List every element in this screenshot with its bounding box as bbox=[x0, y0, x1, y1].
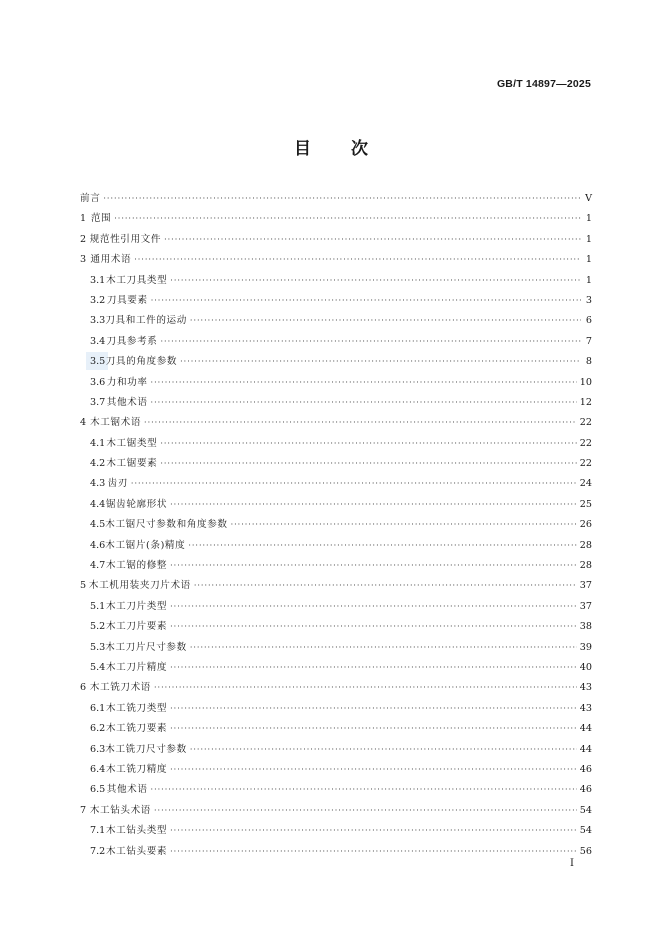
toc-entry-page: 43 bbox=[579, 682, 592, 694]
toc-entry[interactable] bbox=[80, 495, 592, 515]
toc-entry-page: 43 bbox=[579, 702, 592, 714]
toc-entry[interactable] bbox=[80, 617, 592, 637]
toc-entry-number: 3.3 bbox=[90, 315, 106, 327]
toc-entry-page: 24 bbox=[579, 478, 592, 490]
toc-entry-label: 木工锯尺寸参数和角度参数 bbox=[105, 519, 228, 531]
toc-entry-page: 37 bbox=[579, 600, 592, 612]
toc-entry-label: 前言 bbox=[80, 193, 101, 204]
toc-leader-dots bbox=[144, 413, 577, 433]
toc-entry-label: 木工刀片类型 bbox=[105, 600, 168, 612]
toc-entry-number: 4.4 bbox=[90, 498, 106, 510]
toc-entry-label: 刀具参考系 bbox=[106, 335, 158, 347]
toc-entry-number: 5.3 bbox=[90, 641, 106, 653]
toc-entry-page: 1 bbox=[585, 213, 592, 225]
toc-entry-number: 3.5 bbox=[90, 356, 106, 368]
toc-entry[interactable] bbox=[80, 373, 592, 393]
toc-entry-page: 37 bbox=[579, 580, 592, 592]
toc-entry-page: 40 bbox=[579, 661, 592, 673]
toc-entry-label: 木工铣刀要素 bbox=[105, 723, 168, 735]
toc-entry-number: 5.2 bbox=[90, 621, 106, 633]
toc-leader-dots bbox=[154, 678, 577, 698]
toc-entry[interactable] bbox=[80, 576, 592, 596]
toc-entry[interactable] bbox=[80, 209, 592, 229]
toc-leader-dots bbox=[151, 291, 581, 311]
toc-leader-dots bbox=[134, 250, 581, 270]
toc-leader-dots bbox=[114, 209, 581, 229]
toc-entry-number: 6.1 bbox=[90, 702, 106, 714]
toc-entry-label: 力和功率 bbox=[106, 376, 148, 388]
toc-leader-dots bbox=[164, 230, 581, 250]
toc-entry-page: 28 bbox=[579, 539, 592, 551]
toc-entry-number: 5 bbox=[80, 580, 87, 592]
toc-entry-page: 1 bbox=[585, 274, 592, 286]
toc-entry[interactable] bbox=[80, 760, 592, 780]
toc-entry-label: 木工钻头类型 bbox=[105, 825, 168, 837]
toc-entry-page: 22 bbox=[579, 458, 592, 470]
toc-leader-dots bbox=[170, 271, 581, 291]
toc-entry-number: 6.5 bbox=[90, 784, 106, 796]
toc-entry[interactable] bbox=[80, 474, 592, 494]
toc-entry-page: 46 bbox=[579, 763, 592, 775]
toc-entry-number: 5.4 bbox=[90, 661, 106, 673]
toc-entry-label: 刀具要素 bbox=[106, 294, 148, 306]
toc-entry-page: 22 bbox=[579, 437, 592, 449]
toc-entry-page: 12 bbox=[579, 396, 592, 408]
toc-leader-dots bbox=[170, 821, 577, 841]
toc-entry-label: 木工铣刀类型 bbox=[105, 702, 168, 714]
toc-entry[interactable] bbox=[80, 352, 592, 372]
toc-leader-dots bbox=[160, 434, 576, 454]
toc-entry-page: 22 bbox=[579, 417, 592, 429]
toc-leader-dots bbox=[194, 576, 577, 596]
toc-entry[interactable] bbox=[80, 393, 592, 413]
toc-entry-label: 木工锯类型 bbox=[106, 437, 158, 449]
toc-entry[interactable] bbox=[80, 678, 592, 698]
toc-entry-page: 44 bbox=[579, 723, 592, 735]
toc-entry-number: 3.4 bbox=[90, 335, 106, 347]
toc-entry[interactable] bbox=[80, 271, 592, 291]
toc-entry-number: 6 bbox=[80, 682, 87, 694]
toc-entry-number: 1 bbox=[80, 213, 87, 225]
toc-leader-dots bbox=[151, 780, 577, 800]
toc-entry-page: 26 bbox=[579, 519, 592, 531]
toc-entry-label: 锯齿轮廓形状 bbox=[105, 498, 168, 510]
toc-entry[interactable] bbox=[80, 515, 592, 535]
toc-entry-number: 2 bbox=[80, 233, 87, 245]
toc-entry-label: 木工铣刀尺寸参数 bbox=[105, 743, 187, 755]
toc-entry-page: 10 bbox=[579, 376, 592, 388]
toc-entry-number: 6.4 bbox=[90, 763, 106, 775]
toc-entry-label: 木工刀具类型 bbox=[106, 274, 168, 286]
toc-entry-page: 25 bbox=[579, 498, 592, 510]
toc-entry-label: 齿刃 bbox=[107, 478, 128, 490]
toc-entry-number: 3.6 bbox=[90, 376, 106, 388]
toc-entry[interactable] bbox=[80, 250, 592, 270]
toc-entry-label: 木工钻头术语 bbox=[89, 804, 152, 816]
toc-entry[interactable] bbox=[80, 842, 592, 862]
toc-entry-number: 3.2 bbox=[90, 294, 106, 306]
toc-entry[interactable] bbox=[80, 597, 592, 617]
toc-entry-number: 7.1 bbox=[90, 825, 106, 837]
toc-entry-number: 5.1 bbox=[90, 600, 106, 612]
toc-entry[interactable] bbox=[80, 413, 592, 433]
toc-entry[interactable] bbox=[80, 719, 592, 739]
toc-entry[interactable] bbox=[80, 821, 592, 841]
toc-entry-number: 7.2 bbox=[90, 845, 106, 857]
toc-entry-page: 38 bbox=[579, 621, 592, 633]
toc-entry[interactable] bbox=[80, 556, 592, 576]
toc-leader-dots bbox=[190, 638, 577, 658]
toc-entry[interactable] bbox=[80, 658, 592, 678]
toc-leader-dots bbox=[190, 311, 581, 331]
toc-entry-number: 7 bbox=[80, 804, 87, 816]
toc-entry-number: 4.5 bbox=[90, 519, 106, 531]
toc-leader-dots bbox=[170, 495, 577, 515]
toc-leader-dots bbox=[170, 760, 577, 780]
toc-entry-label: 其他术语 bbox=[106, 784, 148, 796]
toc-entry-number: 4.3 bbox=[90, 478, 106, 490]
toc-entry-page: 39 bbox=[579, 641, 592, 653]
toc-entry-label: 木工刀片要素 bbox=[105, 621, 168, 633]
toc-entry[interactable] bbox=[80, 454, 592, 474]
toc-entry[interactable] bbox=[80, 638, 592, 658]
toc-entry-label: 木工锯术语 bbox=[90, 417, 142, 429]
toc-entry-number: 4.7 bbox=[90, 560, 106, 572]
toc-leader-dots bbox=[151, 393, 577, 413]
toc-leader-dots bbox=[154, 801, 577, 821]
toc-entry[interactable] bbox=[80, 311, 592, 331]
toc-leader-dots bbox=[170, 719, 577, 739]
toc-leader-dots bbox=[190, 740, 577, 760]
toc-leader-dots bbox=[160, 332, 581, 352]
toc-entry[interactable] bbox=[80, 780, 592, 800]
toc-entry-number: 3 bbox=[80, 254, 87, 266]
toc-entry-page: 56 bbox=[579, 845, 592, 857]
toc-entry-number: 4.1 bbox=[90, 437, 106, 449]
toc-leader-dots bbox=[170, 699, 577, 719]
toc-entry-label: 木工锯要素 bbox=[106, 458, 158, 470]
toc-leader-dots bbox=[170, 617, 577, 637]
toc-entry-page: 6 bbox=[585, 315, 592, 327]
toc-leader-dots bbox=[180, 352, 581, 372]
page-title: 目次 bbox=[294, 139, 408, 159]
toc-leader-dots bbox=[170, 658, 577, 678]
toc-entry[interactable] bbox=[80, 801, 592, 821]
toc-entry[interactable] bbox=[80, 740, 592, 760]
toc-entry-label: 木工刀片尺寸参数 bbox=[105, 641, 187, 653]
toc-entry-page: V bbox=[585, 193, 592, 204]
toc-entry-number: 3.1 bbox=[90, 274, 106, 286]
toc-entry-label: 规范性引用文件 bbox=[89, 233, 162, 245]
toc-entry[interactable] bbox=[80, 332, 592, 352]
toc-entry-number: 6.2 bbox=[90, 723, 106, 735]
toc-leader-dots bbox=[231, 515, 577, 535]
toc-entry-number: 4.2 bbox=[90, 458, 106, 470]
toc-entry[interactable] bbox=[80, 434, 592, 454]
toc-entry-page: 54 bbox=[579, 804, 592, 816]
toc-entry-page: 44 bbox=[579, 743, 592, 755]
toc-entry[interactable] bbox=[80, 189, 592, 209]
page-number: I bbox=[570, 858, 574, 869]
toc-entry-label: 其他术语 bbox=[106, 396, 148, 408]
toc-leader-dots bbox=[151, 373, 577, 393]
toc-entry-number: 4.6 bbox=[90, 539, 106, 551]
toc-entry-label: 木工钻头要素 bbox=[105, 845, 168, 857]
toc-leader-dots bbox=[170, 556, 577, 576]
toc-entry[interactable] bbox=[80, 291, 592, 311]
toc-entry-label: 刀具的角度参数 bbox=[105, 356, 178, 368]
toc-entry-page: 1 bbox=[585, 233, 592, 245]
toc-entry[interactable] bbox=[80, 536, 592, 556]
toc-entry-page: 46 bbox=[579, 784, 592, 796]
toc-entry-label: 木工锯片(条)精度 bbox=[105, 539, 186, 551]
toc-leader-dots bbox=[131, 474, 577, 494]
toc-entry[interactable] bbox=[80, 230, 592, 250]
toc-entry-label: 刀具和工件的运动 bbox=[105, 315, 187, 327]
toc-entry-label: 木工锯的修整 bbox=[105, 560, 168, 572]
toc-leader-dots bbox=[170, 842, 577, 862]
toc-entry-label: 通用术语 bbox=[90, 254, 132, 266]
standard-number: GB/T 14897—2025 bbox=[496, 78, 591, 90]
toc-leader-dots bbox=[103, 189, 581, 209]
toc-leader-dots bbox=[170, 597, 577, 617]
toc-entry-label: 木工铣刀精度 bbox=[105, 763, 168, 775]
table-of-contents bbox=[80, 189, 592, 862]
toc-entry[interactable] bbox=[80, 699, 592, 719]
toc-leader-dots bbox=[160, 454, 576, 474]
toc-entry-label: 木工机用装夹刀片术语 bbox=[88, 580, 191, 592]
toc-entry-label: 范围 bbox=[90, 213, 112, 225]
toc-entry-page: 54 bbox=[579, 825, 592, 837]
toc-leader-dots bbox=[188, 536, 576, 556]
toc-entry-number: 6.3 bbox=[90, 743, 106, 755]
toc-entry-page: 7 bbox=[585, 335, 592, 347]
toc-entry-page: 1 bbox=[585, 254, 592, 266]
toc-entry-number: 4 bbox=[80, 417, 87, 429]
toc-entry-label: 木工刀片精度 bbox=[105, 661, 168, 673]
toc-entry-number: 3.7 bbox=[90, 396, 106, 408]
toc-entry-page: 28 bbox=[579, 560, 592, 572]
toc-entry-label: 木工铣刀术语 bbox=[89, 682, 152, 694]
toc-entry-page: 8 bbox=[585, 356, 592, 368]
toc-entry-page: 3 bbox=[585, 294, 592, 306]
